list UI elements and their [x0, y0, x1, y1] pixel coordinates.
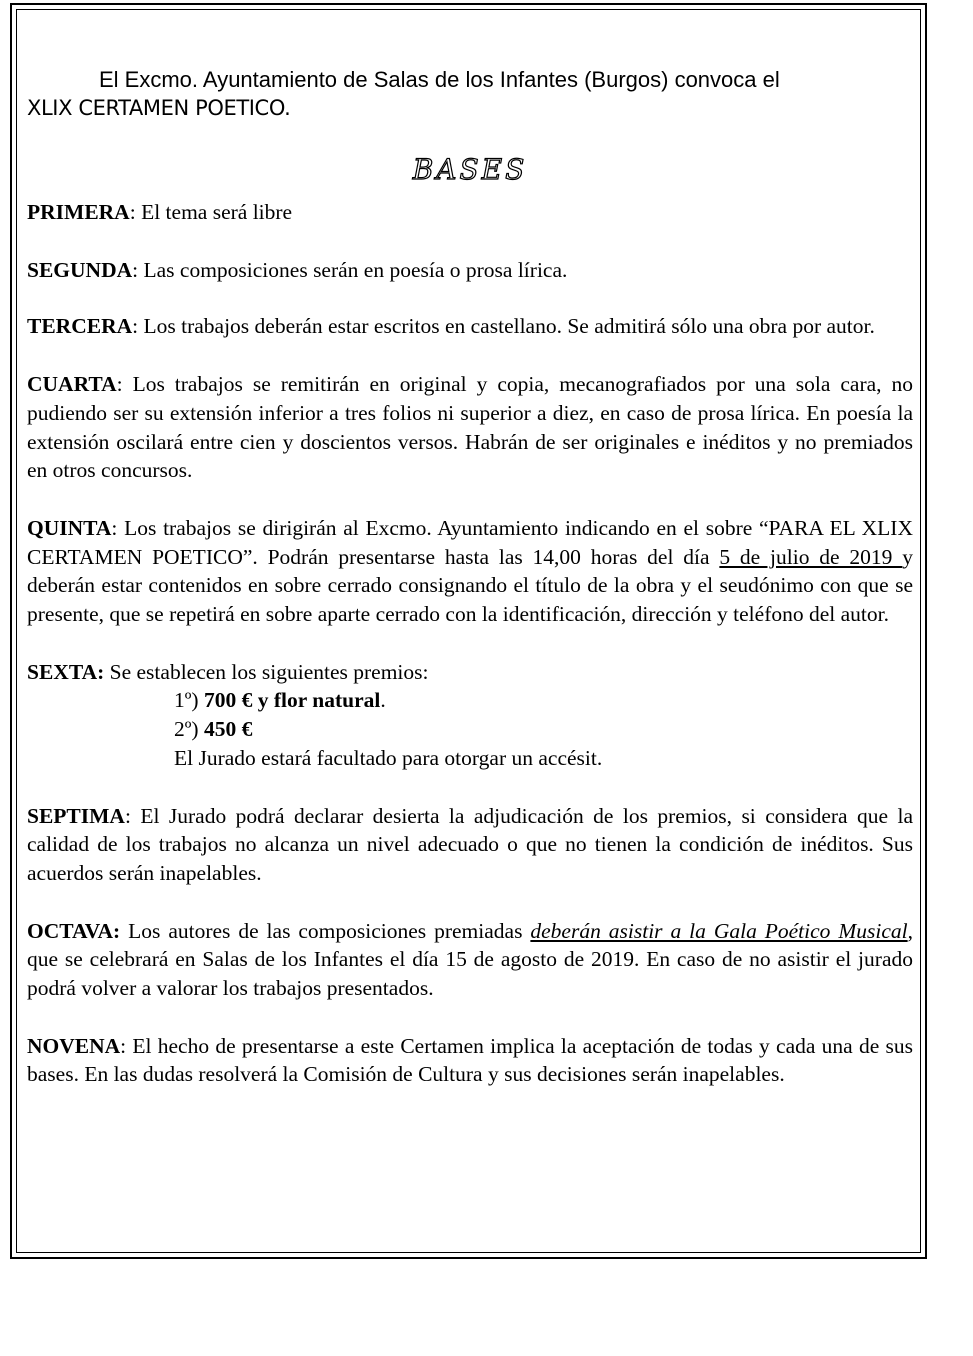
clause-text: : Los trabajos se remitirán en original y copia, mecanografiados por una sola cara, no pudiendo ser su extensión inferior a tres folios ni superior a diez, en caso de prosa lírica. En poesía la extensión oscilará entre cien y doscientos versos. Habrán de ser originales e inéditos y no premiados en otros concursos.: [27, 372, 913, 483]
contest-title: XLIX CERTAMEN POETICO.: [27, 96, 291, 120]
clause-label: SEGUNDA: [27, 257, 133, 282]
clause-label: CUARTA: [27, 372, 117, 397]
clause-septima: [27, 802, 913, 888]
clause-label: PRIMERA: [27, 200, 130, 224]
clause-tercera: [27, 312, 913, 341]
clause-novena: [27, 1032, 913, 1089]
clause-text: Los autores de las composiciones premiadas: [120, 918, 531, 943]
clause-quinta: [27, 514, 913, 629]
prize-number: 2º): [174, 717, 204, 742]
document-body: [27, 66, 913, 1089]
clause-text: , que se celebrará en Salas de los Infantes el día 15 de agosto de 2019. En caso de no asistir el jurado podrá volver a valorar los trabajos presentados.: [27, 918, 913, 1001]
prize-first: [174, 686, 913, 715]
intro-text: El Excmo. Ayuntamiento de Salas de los Infantes (Burgos) convoca el: [99, 67, 780, 92]
deadline-date: 5 de julio de 2019: [719, 544, 903, 569]
clause-label: OCTAVA:: [27, 918, 121, 943]
clause-text: : Los trabajos deberán estar escritos en castellano. Se admitirá sólo una obra por autor.: [132, 314, 875, 339]
clause-label: SEXTA:: [27, 659, 105, 684]
clause-label: SEPTIMA: [27, 803, 125, 828]
clause-text: : El Jurado podrá declarar desierta la adjudicación de los premios, si considera que la calidad de los trabajos no alcanza un nivel adecuado o que no tienen la condición de inéditos. Sus acuerdos serán inapelables.: [27, 803, 913, 885]
prize-value: 450 €: [203, 717, 253, 742]
gala-emphasis: deberán asistir a la Gala Poético Musical: [530, 918, 908, 943]
clause-label: TERCERA: [27, 314, 133, 339]
clause-octava: [27, 917, 913, 1003]
prize-list: [27, 686, 913, 772]
bases-heading-text: BASES: [412, 153, 528, 186]
clause-text: Se establecen los siguientes premios:: [104, 659, 429, 684]
prize-number: 1º): [174, 688, 204, 713]
clause-text: : El tema será libre: [129, 200, 293, 224]
clause-text: : El hecho de presentarse a este Certamen implica la aceptación de todas y cada una de sus bases. En las dudas resolverá la Comisión de Cultura y sus decisiones serán inapelables.: [27, 1033, 913, 1087]
prize-end: .: [380, 688, 386, 713]
bases-heading: [27, 152, 913, 188]
clause-segunda: [27, 256, 913, 285]
clause-primera: [27, 198, 913, 227]
intro-paragraph: [27, 66, 913, 122]
clause-cuarta: [27, 370, 913, 485]
clause-label: QUINTA: [27, 515, 112, 540]
clause-text: : Los trabajos se dirigirán al Excmo. Ayuntamiento indicando en el sobre “PARA EL XLIX CERTAMEN POETICO”. Podrán presentarse hasta las 14,00 horas del día: [27, 515, 913, 569]
prize-value: 700 € y flor natural: [203, 688, 381, 713]
accesit-note: El Jurado estará facultado para otorgar un accésit.: [174, 745, 603, 770]
prize-second: [174, 715, 913, 744]
clause-text: : Las composiciones serán en poesía o prosa lírica.: [132, 257, 568, 282]
clause-sexta: [27, 658, 913, 687]
clause-text: y deberán estar contenidos en sobre cerrado consignando el título de la obra y el seudónimo con que se presente, que se repetirá en sobre aparte cerrado con la identificación, dirección y teléfono del autor.: [27, 544, 914, 627]
clause-label: NOVENA: [27, 1033, 121, 1058]
